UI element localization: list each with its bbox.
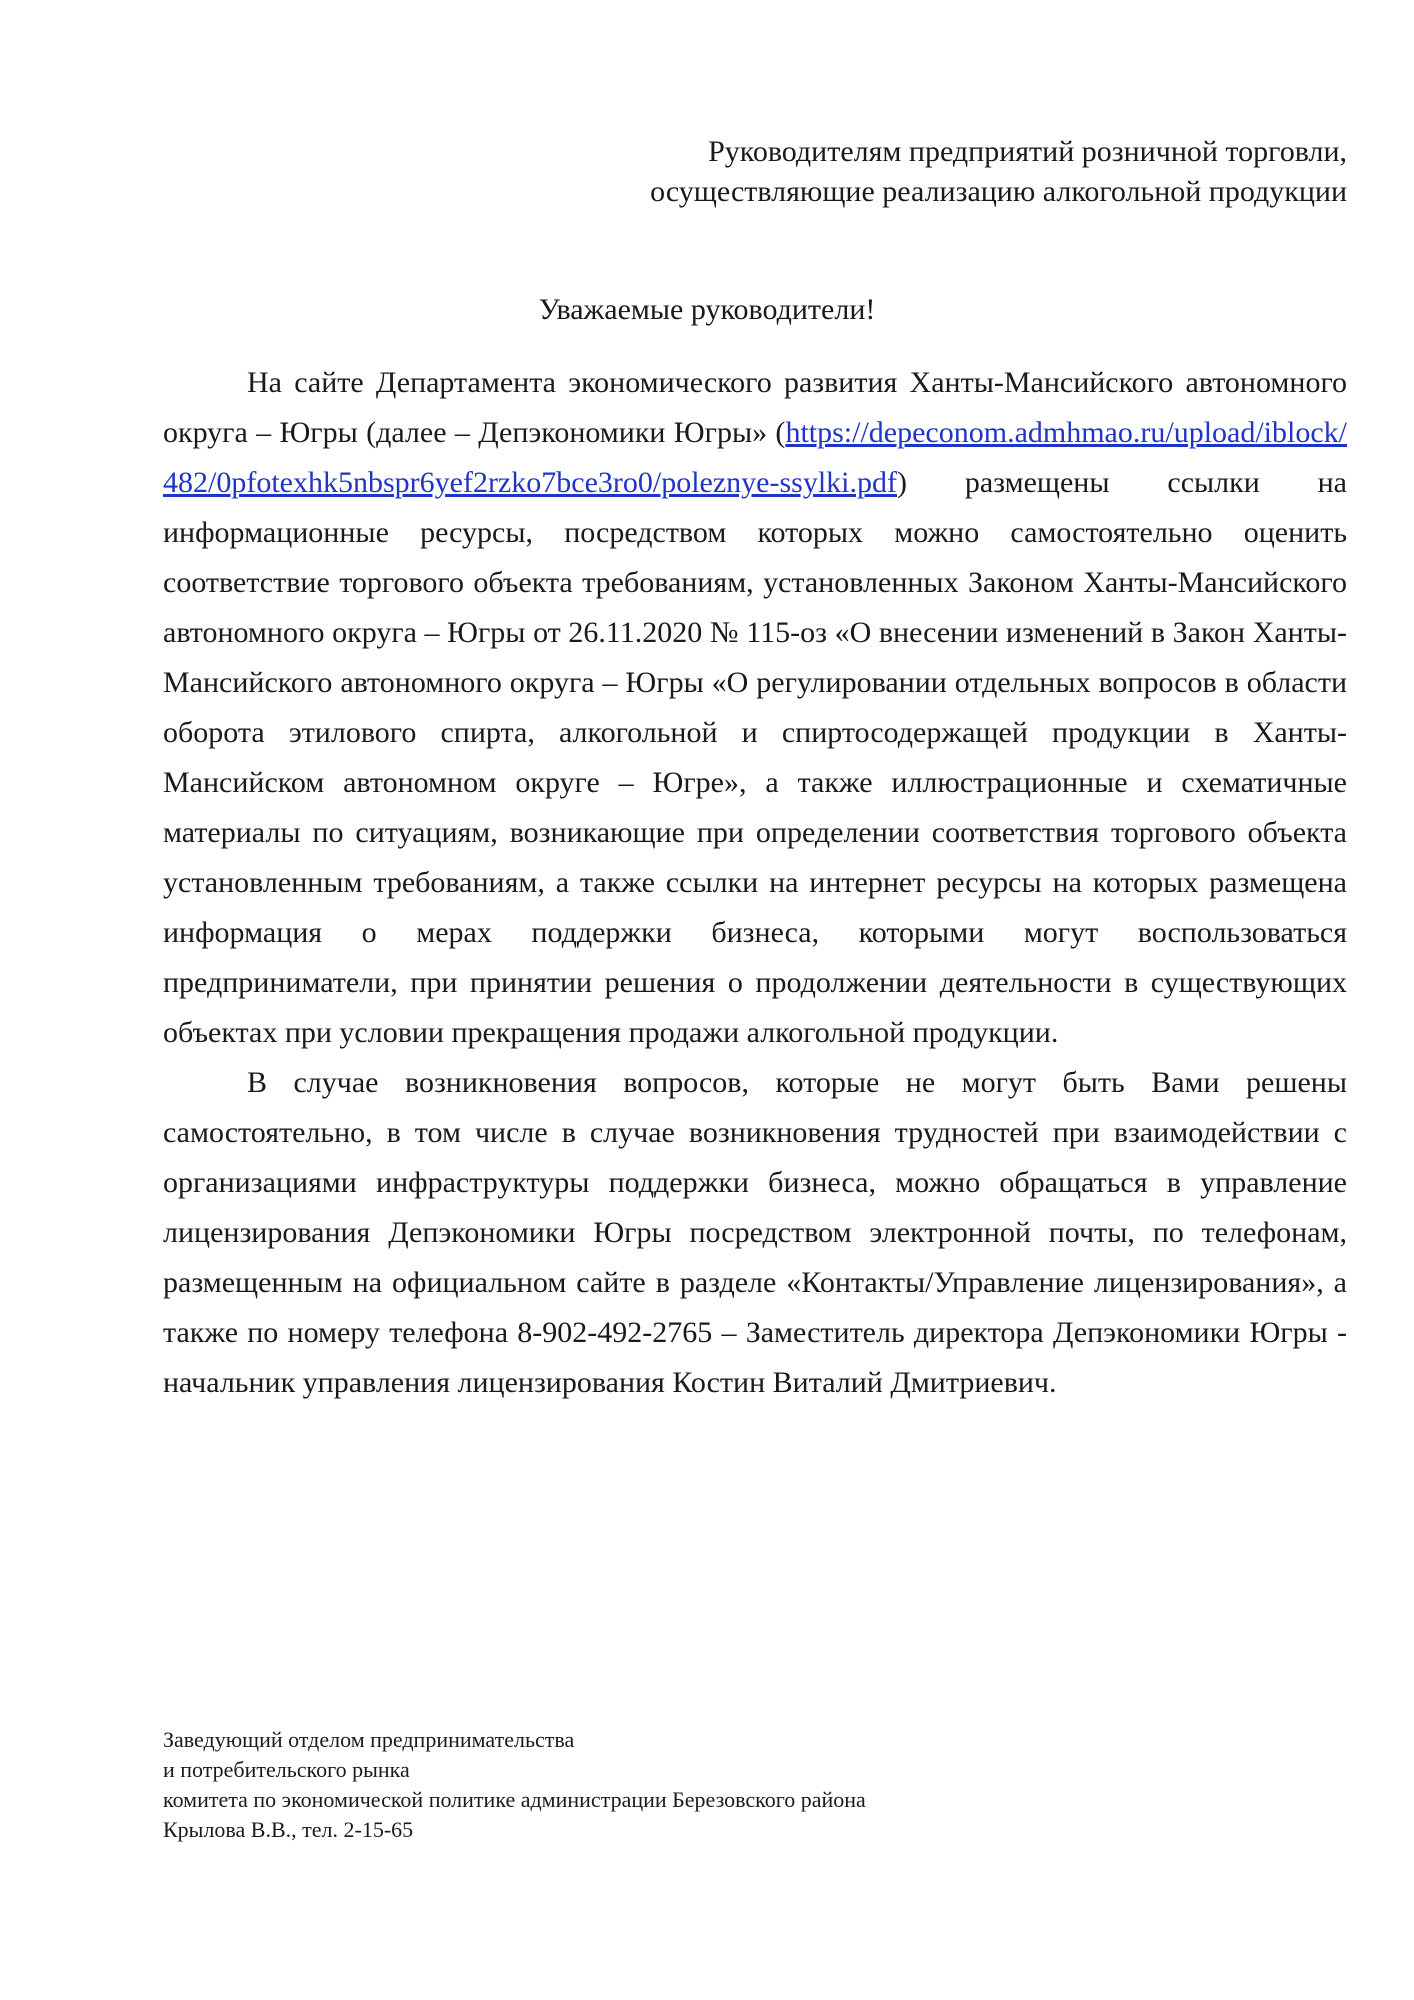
signature-line-3: комитета по экономической политике администрации Березовского района <box>163 1787 866 1812</box>
addressee-line-1: Руководителям предприятий розничной торговли, <box>708 135 1347 168</box>
greeting: Уважаемые руководители! <box>538 293 876 326</box>
signature-line-2: и потребительского рынка <box>163 1757 410 1782</box>
paragraph-1-rest: ) размещены ссылки на информационные ресурсы, посредством которых можно самостоятельно оценить соответствие торгового объекта требованиям, установленных Законом Ханты-Мансийского автономного округа – Югры от 26.11.2020 № 115-оз «О внесении изменений в Закон Ханты-Мансийского автономного округа – Югры «О регулировании отдельных вопросов в области оборота этилового спирта, алкогольной и спиртосодержащей продукции в Ханты-Мансийском автономном округе – Югре», а также иллюстрационные и схематичные материалы по ситуациям, возникающие при определении соответствия торгового объекта установленным требованиям, а также ссылки на интернет ресурсы на которых размещена информация о мерах поддержки бизнеса, которыми могут воспользоваться предприниматели, при принятии решения о продолжении деятельности в существующих объектах при условии прекращения продажи алкогольной продукции. <box>163 466 1347 1049</box>
paragraph-2: В случае возникновения вопросов, которые не могут быть Вами решены самостоятельно, в том числе в случае возникновения трудностей при взаимодействии с организациями инфраструктуры поддержки бизнеса, можно обращаться в управление лицензирования Депэкономики Югры посредством электронной почты, по телефонам, размещенным на официальном сайте в разделе «Контакты/Управление лицензирования», а также по номеру телефона 8-902-492-2765 – Заместитель директора Депэкономики Югры - начальник управления лицензирования Костин Виталий Дмитриевич. <box>163 1066 1347 1399</box>
addressee-block <box>447 132 1347 212</box>
addressee-line-2: осуществляющие реализацию алкогольной продукции <box>650 175 1347 208</box>
paragraph-1 <box>163 358 1347 1058</box>
useful-links-pdf-link[interactable]: https://depeconom.admhmao.ru/upload/iblock/482/0pfotexhk5nbspr6yef2rzko7bce3ro0/poleznye-ssylki.pdf <box>163 416 1347 499</box>
paragraph-1-intro: На сайте Департамента экономического развития Ханты-Мансийского автономного округа – Югры (далее – Депэкономики Югры» ( <box>163 366 1347 449</box>
signature-contact: Крылова В.В., тел. 2-15-65 <box>163 1817 414 1842</box>
letter-body <box>163 358 1347 1408</box>
signature-block <box>163 1725 1263 1845</box>
signature-line-1: Заведующий отделом предпринимательства <box>163 1727 575 1752</box>
